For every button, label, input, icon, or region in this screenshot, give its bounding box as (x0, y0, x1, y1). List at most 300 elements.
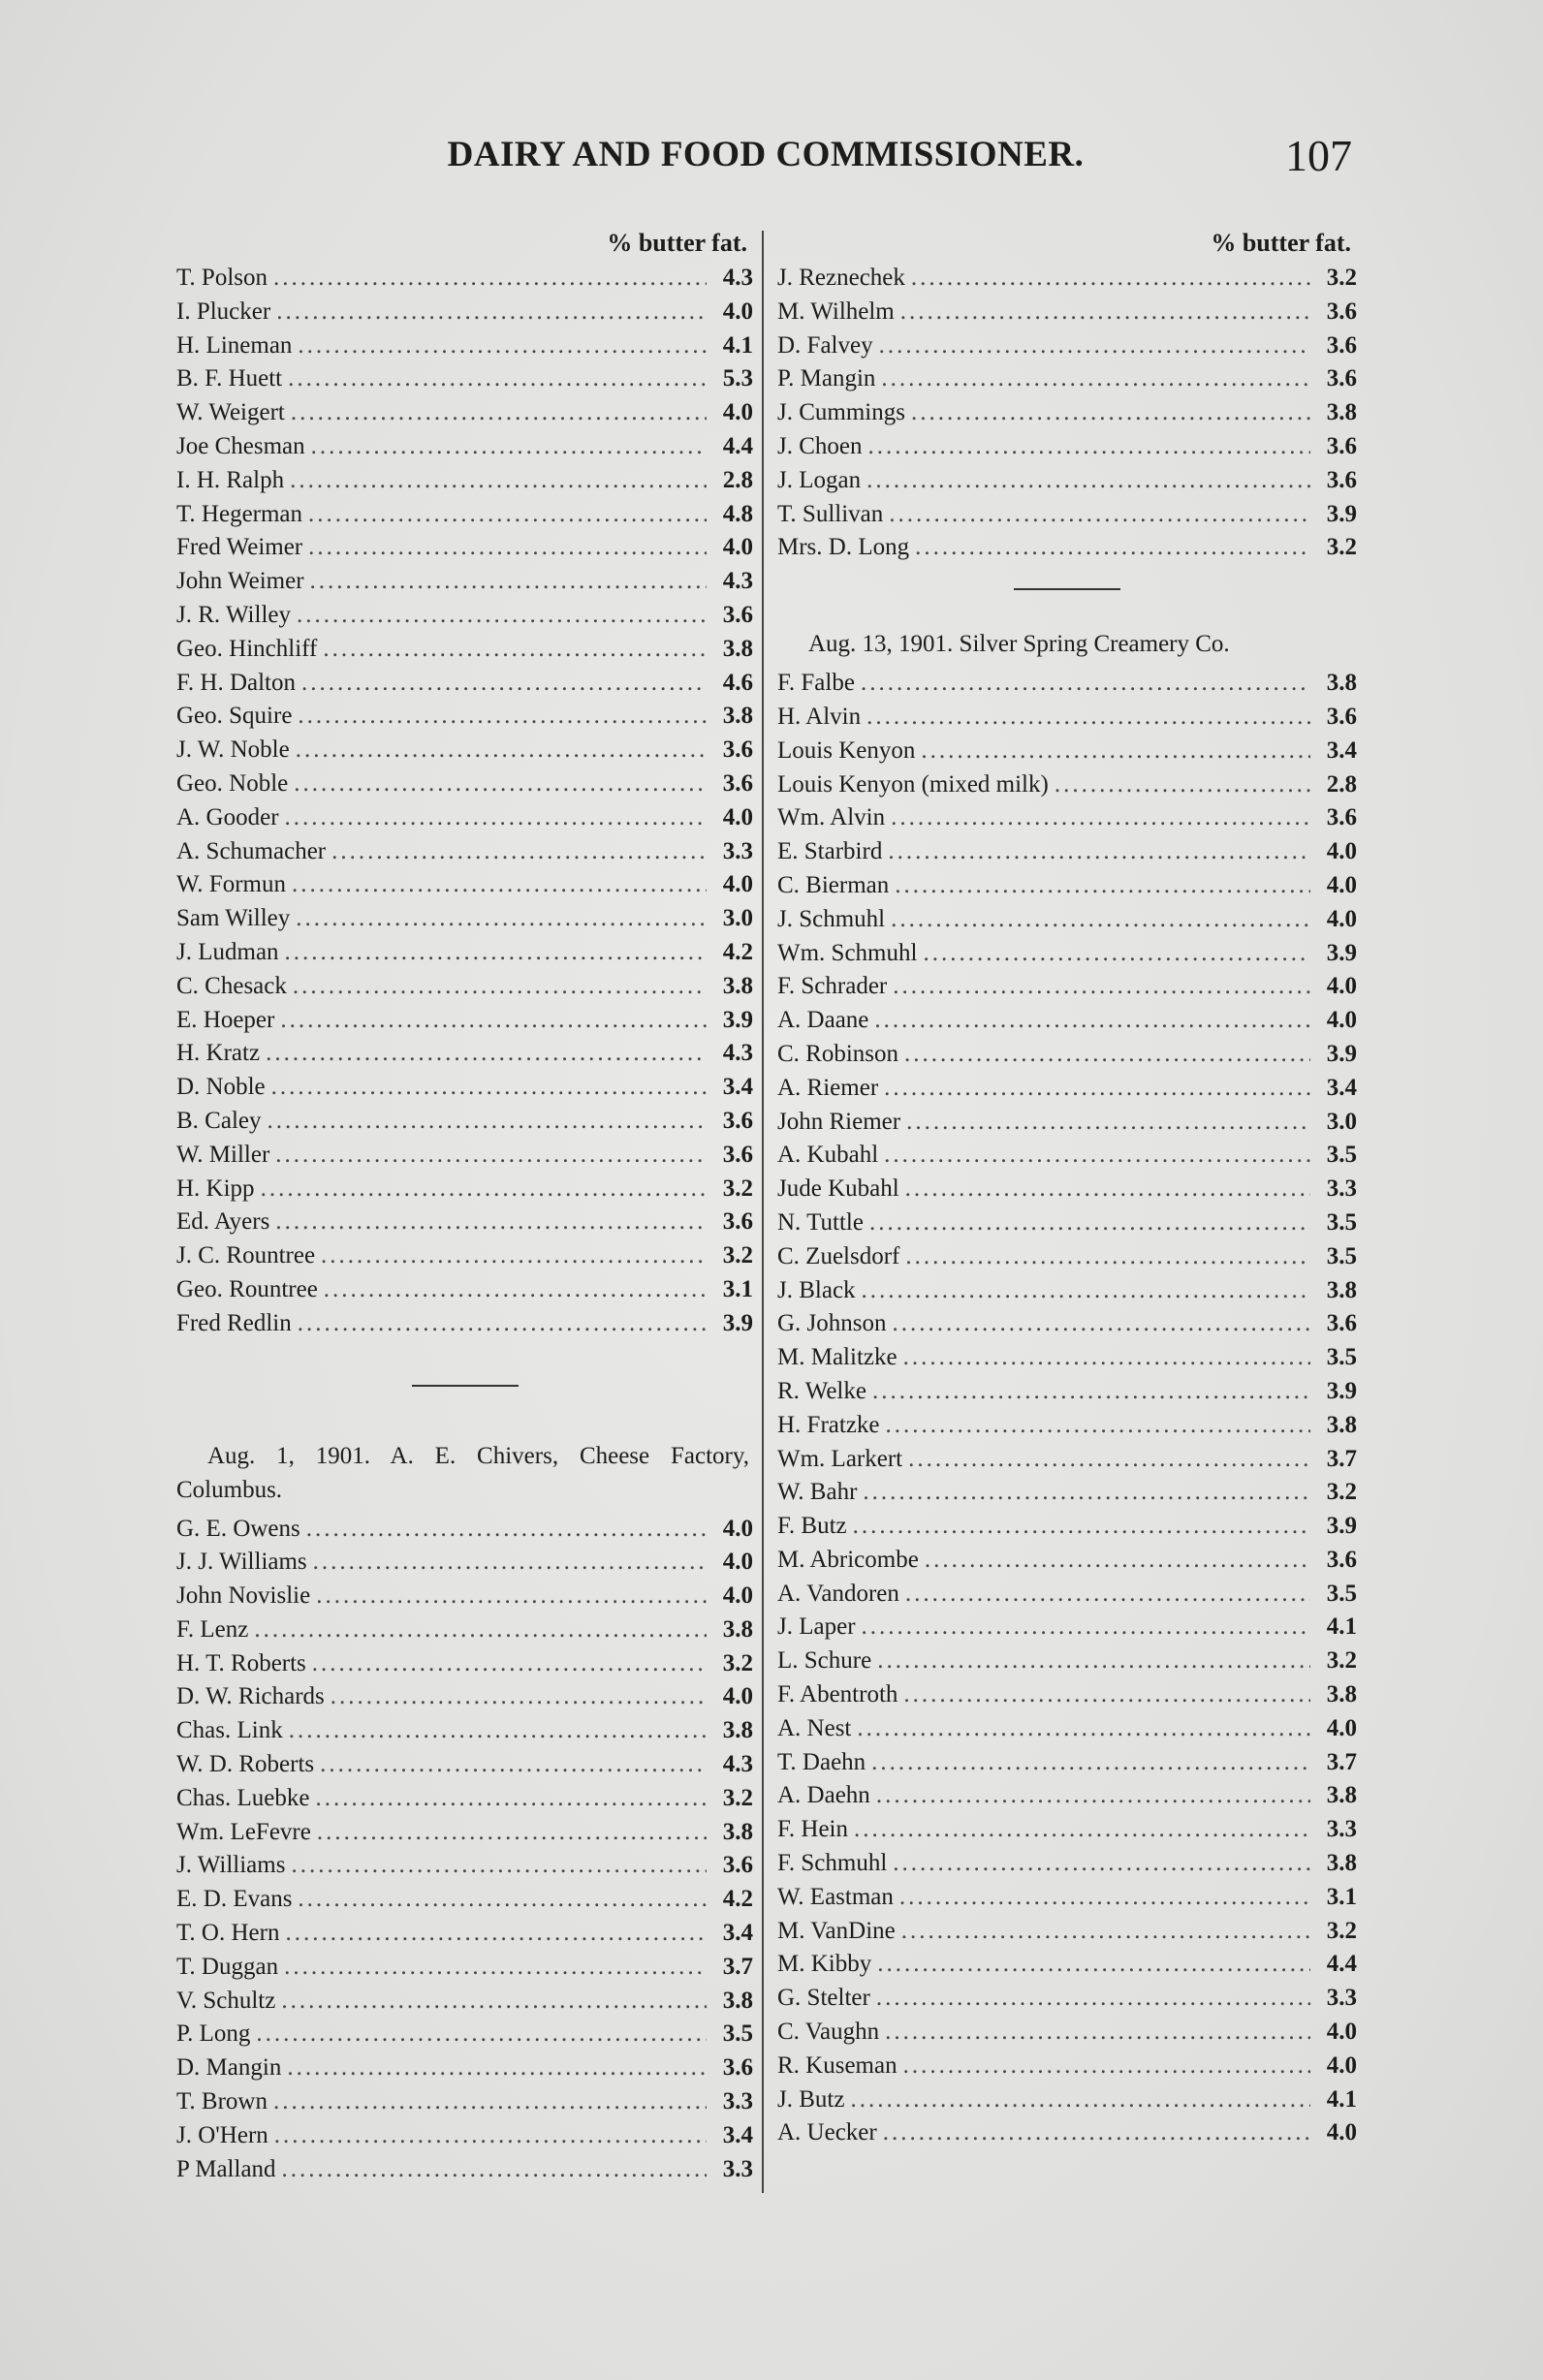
leader-dots (296, 667, 707, 701)
row-value: 3.5 (1326, 1242, 1357, 1269)
table-row (777, 396, 1357, 430)
table-row (777, 1409, 1357, 1443)
table-row (176, 2153, 753, 2187)
table-row (777, 2050, 1357, 2083)
row-value: 3.6 (722, 2054, 753, 2082)
leader-dots (887, 1307, 1310, 1341)
row-name: H. Lineman (176, 331, 293, 359)
row-value: 4.0 (722, 298, 753, 325)
table-row (176, 902, 753, 936)
leader-dots (887, 970, 1310, 1004)
table-row (777, 1644, 1357, 1678)
leader-dots (878, 1072, 1310, 1106)
row-value: 3.6 (722, 1107, 753, 1134)
table-row (777, 1578, 1357, 1612)
row-name: H. Kipp (176, 1174, 255, 1202)
row-name: J. Butz (777, 2085, 845, 2113)
leader-dots (279, 801, 707, 835)
row-value: 3.5 (1326, 1142, 1357, 1169)
row-value: 3.8 (722, 1615, 753, 1643)
row-name: D. Falvey (777, 331, 873, 359)
leader-dots (847, 1510, 1310, 1544)
leader-dots (875, 362, 1310, 396)
row-name: G. E. Owens (176, 1515, 300, 1542)
row-name: Jude Kubahl (777, 1175, 899, 1203)
row-name: R. Kuseman (777, 2051, 897, 2079)
leader-dots (279, 936, 707, 970)
row-value: 3.2 (722, 1784, 753, 1811)
table-row (176, 936, 753, 970)
leader-dots (279, 1917, 707, 1951)
row-value: 3.0 (1326, 1108, 1357, 1135)
table-row (777, 667, 1357, 701)
row-name: J. W. Noble (176, 736, 290, 764)
leader-dots (879, 2016, 1310, 2050)
row-value: 3.8 (722, 1987, 753, 2014)
table-row (777, 1139, 1357, 1173)
column-header: % butter fat. (1211, 229, 1351, 257)
row-name: M. Kibby (777, 1951, 872, 1978)
table-row (777, 1206, 1357, 1240)
row-name: P Malland (176, 2155, 276, 2182)
leader-dots (305, 430, 707, 464)
table-row (176, 1951, 753, 1985)
leader-dots (899, 1240, 1310, 1274)
leader-dots (885, 801, 1310, 835)
row-value: 3.8 (722, 972, 753, 999)
row-name: Chas. Link (176, 1717, 283, 1744)
row-value: 3.8 (1326, 1411, 1357, 1438)
row-name: Wm. Alvin (777, 804, 886, 831)
row-name: A. Vandoren (777, 1580, 899, 1607)
leader-dots (866, 1375, 1310, 1409)
row-value: 2.8 (722, 466, 753, 493)
table-row (777, 1072, 1357, 1106)
row-name: M. Abricombe (777, 1546, 919, 1573)
row-name: D. Noble (176, 1074, 266, 1101)
row-value: 3.6 (1326, 1310, 1357, 1337)
leader-dots (917, 937, 1310, 971)
leader-dots (292, 1307, 707, 1341)
row-value: 4.0 (1326, 2119, 1357, 2146)
leader-dots (310, 1580, 707, 1613)
row-name: Ed. Ayers (176, 1208, 270, 1236)
table-row (176, 1816, 753, 1850)
leader-dots (278, 1951, 707, 1985)
leader-dots (857, 1476, 1310, 1510)
row-value: 3.2 (1326, 265, 1357, 291)
row-value: 3.8 (722, 703, 753, 730)
leader-dots (283, 1714, 707, 1748)
row-name: C. Zuelsdorf (777, 1242, 900, 1269)
row-name: W. Bahr (777, 1479, 858, 1506)
row-value: 3.6 (722, 601, 753, 628)
leader-dots (905, 396, 1310, 430)
table-row (176, 970, 753, 1004)
row-name: Sam Willey (176, 905, 291, 932)
table-row (777, 1443, 1357, 1477)
row-name: F. Falbe (777, 670, 855, 697)
row-name: J. Reznechek (777, 265, 905, 291)
row-value: 4.0 (722, 1515, 753, 1542)
row-name: R. Welke (777, 1377, 866, 1404)
table-row (176, 599, 753, 633)
leader-dots (864, 1206, 1310, 1240)
leader-dots (317, 633, 707, 667)
column-header: % butter fat. (607, 229, 747, 257)
leader-dots (887, 1847, 1310, 1881)
row-name: J. Logan (777, 466, 862, 493)
table-row (777, 1915, 1357, 1949)
row-value: 3.6 (722, 1208, 753, 1236)
row-value: 3.1 (1326, 1883, 1357, 1910)
row-name: Geo. Rountree (176, 1275, 318, 1302)
row-value: 3.9 (722, 1309, 753, 1336)
row-name: A. Schumacher (176, 837, 327, 864)
left-section-rows (176, 1513, 753, 2187)
row-value: 3.9 (1326, 1513, 1357, 1540)
row-value: 3.6 (1326, 703, 1357, 730)
row-value: 3.3 (722, 2088, 753, 2115)
row-value: 3.8 (1326, 670, 1357, 697)
table-row (777, 1341, 1357, 1375)
row-value: 4.3 (722, 1751, 753, 1778)
row-name: Louis Kenyon (mixed milk) (777, 770, 1049, 798)
table-row (176, 1307, 753, 1341)
row-value: 4.2 (722, 938, 753, 965)
row-value: 4.1 (722, 331, 753, 359)
table-row (176, 700, 753, 734)
row-name: W. Eastman (777, 1883, 894, 1910)
row-value: 3.8 (1326, 1276, 1357, 1303)
table-row (777, 498, 1357, 532)
leader-dots (285, 1849, 707, 1883)
row-value: 4.8 (722, 500, 753, 527)
row-value: 3.8 (722, 1717, 753, 1744)
row-name: Geo. Noble (176, 769, 289, 797)
row-value: 3.7 (1326, 1445, 1357, 1472)
row-value: 4.3 (722, 568, 753, 595)
row-name: Fred Redlin (176, 1309, 292, 1336)
row-name: T. Sullivan (777, 500, 884, 527)
leader-dots (898, 1038, 1310, 1072)
table-row (176, 667, 753, 701)
leader-dots (315, 1239, 707, 1273)
table-row (176, 734, 753, 767)
row-name: C. Chesack (176, 972, 287, 999)
table-row (777, 1510, 1357, 1544)
right-rows (777, 262, 1357, 565)
row-value: 3.2 (1326, 1647, 1357, 1675)
table-row (176, 1714, 753, 1748)
row-name: A. Gooder (176, 803, 279, 830)
leader-dots (302, 531, 707, 565)
leader-dots (919, 1544, 1310, 1578)
leader-dots (269, 1206, 707, 1239)
leader-dots (909, 531, 1310, 565)
row-value: 4.3 (722, 1040, 753, 1067)
table-row (777, 1375, 1357, 1409)
row-name: G. Stelter (777, 1985, 870, 2012)
leader-dots (300, 1513, 707, 1547)
row-value: 4.1 (1326, 2085, 1357, 2113)
table-row (777, 430, 1357, 464)
row-value: 4.3 (722, 265, 753, 291)
leader-dots (868, 1004, 1310, 1038)
table-row (777, 329, 1357, 363)
table-row (176, 1985, 753, 2019)
table-row (176, 1546, 753, 1580)
row-value: 3.9 (1326, 500, 1357, 527)
leader-dots (314, 1748, 707, 1782)
leader-dots (311, 1816, 707, 1850)
table-row (777, 735, 1357, 768)
row-value: 3.4 (722, 1074, 753, 1101)
row-value: 3.3 (722, 837, 753, 864)
row-name: A. Nest (777, 1714, 852, 1741)
table-row (176, 1513, 753, 1547)
row-name: E. Hoeper (176, 1006, 275, 1033)
row-value: 3.5 (1326, 1580, 1357, 1607)
leader-dots (268, 262, 707, 296)
table-row (176, 1105, 753, 1139)
row-value: 4.2 (722, 1886, 753, 1913)
table-row (777, 835, 1357, 869)
table-row (777, 464, 1357, 498)
leader-dots (882, 835, 1310, 869)
table-row (176, 1173, 753, 1206)
row-name: Wm. Schmuhl (777, 939, 918, 966)
row-value: 3.8 (722, 635, 753, 662)
row-value: 3.0 (722, 905, 753, 932)
leader-dots (270, 296, 707, 329)
row-name: A. Riemer (777, 1074, 879, 1101)
leader-dots (848, 1813, 1310, 1847)
table-row (176, 1647, 753, 1681)
table-row (777, 1173, 1357, 1206)
row-name: J. O'Hern (176, 2121, 268, 2148)
table-row (176, 1782, 753, 1816)
row-name: J. Black (777, 1276, 856, 1303)
row-value: 3.9 (1326, 1377, 1357, 1404)
row-name: T. Duggan (176, 1953, 279, 1980)
table-row (777, 1779, 1357, 1813)
row-value: 3.3 (722, 2155, 753, 2182)
row-value: 3.2 (722, 1242, 753, 1269)
leader-dots (292, 329, 707, 363)
table-row (176, 498, 753, 532)
leader-dots (877, 2116, 1310, 2150)
table-row (777, 1948, 1357, 1982)
row-name: J. J. Williams (176, 1549, 307, 1576)
leader-dots (255, 1173, 707, 1206)
leader-dots (899, 1578, 1310, 1612)
table-row (176, 835, 753, 869)
table-row (777, 1106, 1357, 1140)
row-name: A. Daane (777, 1007, 869, 1034)
row-value: 2.8 (1326, 770, 1357, 798)
leader-dots (897, 2050, 1310, 2083)
leader-dots (306, 1647, 707, 1681)
leader-dots (292, 700, 707, 734)
leader-dots (870, 1982, 1310, 2016)
row-value: 3.2 (1326, 534, 1357, 561)
table-row (777, 801, 1357, 835)
leader-dots (269, 1139, 707, 1173)
leader-dots (292, 1883, 707, 1917)
right-section-rows (777, 667, 1357, 2150)
row-value: 4.0 (722, 1582, 753, 1610)
row-value: 3.8 (1326, 1681, 1357, 1708)
row-name: T. O. Hern (176, 1920, 280, 1947)
left-rows (176, 262, 753, 1341)
row-value: 3.6 (722, 769, 753, 797)
row-value: 3.6 (1326, 331, 1357, 359)
row-name: J. Laper (777, 1613, 856, 1641)
leader-dots (266, 1071, 707, 1105)
row-value: 3.6 (722, 736, 753, 764)
table-row (777, 2083, 1357, 2117)
leader-dots (889, 869, 1310, 903)
table-row (176, 1680, 753, 1714)
leader-dots (248, 1613, 707, 1647)
leader-dots (318, 1273, 707, 1307)
table-row (777, 701, 1357, 735)
section-heading: Aug. 13, 1901. Silver Spring Creamery Co. (808, 631, 1230, 658)
leader-dots (290, 902, 707, 936)
leader-dots (274, 1004, 707, 1038)
table-row (176, 1273, 753, 1307)
row-name: M. Wilhelm (777, 298, 895, 325)
leader-dots (855, 667, 1310, 701)
row-value: 3.1 (722, 1275, 753, 1302)
row-value: 3.3 (1326, 1816, 1357, 1843)
row-name: M. VanDine (777, 1917, 896, 1944)
table-row (777, 262, 1357, 296)
leader-dots (861, 464, 1310, 498)
table-row (176, 430, 753, 464)
leader-dots (276, 2153, 707, 2187)
row-value: 3.3 (1326, 1985, 1357, 2012)
row-value: 4.0 (1326, 2019, 1357, 2046)
row-name: A. Kubahl (777, 1142, 879, 1169)
table-row (777, 869, 1357, 903)
table-row (777, 1274, 1357, 1308)
row-name: C. Robinson (777, 1040, 899, 1067)
row-name: Joe Chesman (176, 432, 305, 459)
leader-dots (895, 296, 1310, 329)
row-name: Fred Weimer (176, 534, 303, 561)
row-value: 4.1 (1326, 1613, 1357, 1641)
table-row (176, 1917, 753, 1951)
table-row (176, 262, 753, 296)
row-value: 4.0 (722, 399, 753, 426)
right-column (777, 225, 1357, 2150)
leader-dots (290, 734, 707, 767)
table-row (176, 868, 753, 902)
row-name: W. Formun (176, 871, 286, 898)
row-name: I. Plucker (176, 298, 271, 325)
leader-dots (900, 1106, 1310, 1140)
leader-dots (268, 2085, 707, 2119)
row-name: N. Tuttle (777, 1208, 864, 1236)
row-name: J. R. Willey (176, 601, 291, 628)
table-row (176, 565, 753, 599)
table-row (176, 2051, 753, 2085)
table-row (777, 1982, 1357, 2016)
leader-dots (894, 1881, 1310, 1915)
table-row (777, 1712, 1357, 1746)
page-header (165, 131, 1367, 192)
leader-dots (302, 498, 707, 532)
leader-dots (309, 1782, 707, 1816)
table-row (777, 531, 1357, 565)
row-name: J. Ludman (176, 938, 279, 965)
row-value: 4.0 (722, 803, 753, 830)
row-value: 4.0 (1326, 871, 1357, 898)
table-row (176, 296, 753, 329)
row-name: M. Malitzke (777, 1344, 897, 1371)
row-name: A. Uecker (777, 2119, 877, 2146)
leader-dots (863, 430, 1311, 464)
leader-dots (870, 1779, 1310, 1813)
table-row (176, 633, 753, 667)
row-name: H. Kratz (176, 1040, 261, 1067)
table-row (176, 1004, 753, 1038)
row-name: J. C. Rountree (176, 1242, 316, 1269)
row-value: 3.2 (722, 1649, 753, 1676)
table-row (777, 1847, 1357, 1881)
leader-dots (897, 1341, 1310, 1375)
row-name: John Weimer (176, 568, 304, 595)
table-row (176, 801, 753, 835)
row-name: D. Mangin (176, 2054, 282, 2082)
row-value: 4.4 (722, 432, 753, 459)
leader-dots (861, 701, 1310, 735)
table-row (777, 1004, 1357, 1038)
row-name: John Novislie (176, 1582, 311, 1610)
leader-dots (856, 1611, 1310, 1644)
row-value: 3.8 (1326, 399, 1357, 426)
table-row (176, 464, 753, 498)
row-name: Geo. Hinchliff (176, 635, 318, 662)
row-value: 3.5 (1326, 1208, 1357, 1236)
row-value: 4.0 (722, 1683, 753, 1710)
leader-dots (288, 767, 707, 801)
row-name: C. Vaughn (777, 2019, 880, 2046)
table-row (777, 903, 1357, 937)
row-value: 3.2 (1326, 1479, 1357, 1506)
row-name: Wm. Larkert (777, 1445, 903, 1472)
row-value: 3.6 (1326, 466, 1357, 493)
leader-dots (326, 835, 707, 869)
row-name: H. T. Roberts (176, 1649, 306, 1676)
row-name: H. Alvin (777, 703, 862, 730)
table-row (176, 1071, 753, 1105)
table-row (176, 531, 753, 565)
leader-dots (871, 1948, 1310, 1982)
table-row (176, 2119, 753, 2153)
row-name: W. D. Roberts (176, 1751, 315, 1778)
row-value: 4.0 (1326, 838, 1357, 865)
table-row (176, 1748, 753, 1782)
row-value: 3.6 (722, 1141, 753, 1168)
table-row (176, 2085, 753, 2119)
row-value: 3.6 (1326, 432, 1357, 459)
row-name: F. Hein (777, 1816, 848, 1843)
leader-dots (871, 1644, 1310, 1678)
section-heading: Aug. 1, 1901. A. E. Chivers, Cheese Factory, Columbus. (176, 1442, 749, 1503)
